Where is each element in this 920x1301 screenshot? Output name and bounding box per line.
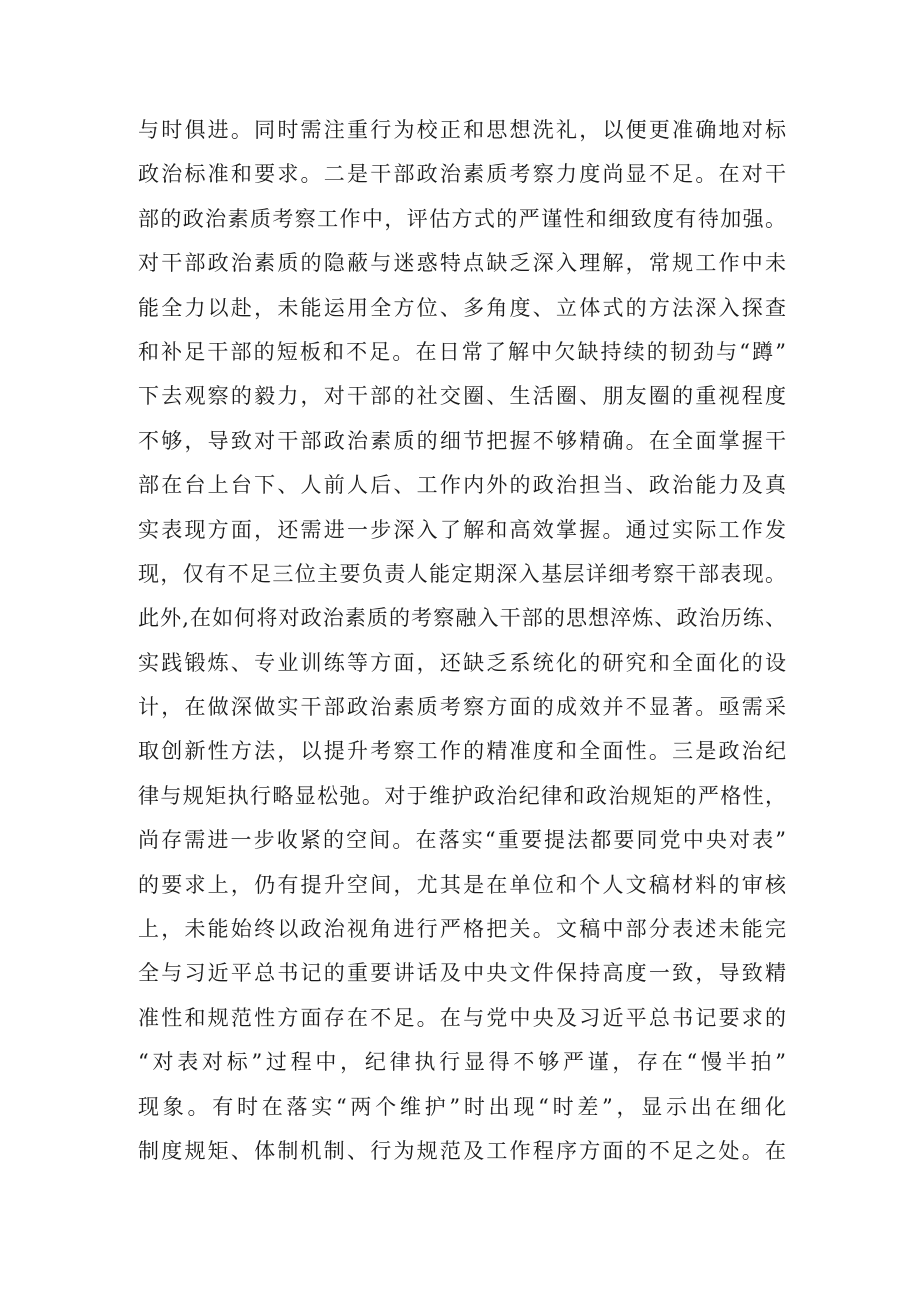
- text-line: 此外,在如何将对政治素质的考察融入干部的思想淬炼、政治历练、: [138, 606, 786, 631]
- text-line: 能全力以赴，未能运用全方位、多角度、立体式的方法深入探查: [138, 295, 786, 320]
- text-line: 部在台上台下、人前人后、工作内外的政治担当、政治能力及真: [138, 473, 786, 498]
- text-line: 律与规矩执行略显松弛。对于维护政治纪律和政治规矩的严格性，: [138, 783, 786, 808]
- text-line: 上，未能始终以政治视角进行严格把关。文稿中部分表述未能完: [138, 917, 786, 942]
- text-line: 全与习近平总书记的重要讲话及中央文件保持高度一致，导致精: [138, 961, 786, 986]
- text-line: 准性和规范性方面存在不足。在与党中央及习近平总书记要求的: [138, 1005, 786, 1030]
- text-line: 实践锻炼、专业训练等方面，还缺乏系统化的研究和全面化的设: [138, 650, 786, 675]
- text-line: 部的政治素质考察工作中，评估方式的严谨性和细致度有待加强。: [138, 206, 786, 231]
- text-line: 尚存需进一步收紧的空间。在落实“重要提法都要同党中央对表”: [138, 828, 786, 853]
- text-line: 现，仅有不足三位主要负责人能定期深入基层详细考察干部表现。: [138, 561, 786, 586]
- text-line: 对干部政治素质的隐蔽与迷惑特点缺乏深入理解，常规工作中未: [138, 251, 786, 276]
- text-line: 取创新性方法，以提升考察工作的精准度和全面性。三是政治纪: [138, 739, 786, 764]
- text-line: 不够，导致对干部政治素质的细节把握不够精确。在全面掌握干: [138, 428, 786, 453]
- text-line: 和补足干部的短板和不足。在日常了解中欠缺持续的韧劲与“蹲”: [138, 339, 786, 364]
- text-line: 现象。有时在落实“两个维护”时出现“时差”，显示出在细化: [138, 1094, 786, 1119]
- text-line: 制度规矩、体制机制、行为规范及工作程序方面的不足之处。在: [138, 1138, 786, 1163]
- text-line: 与时俱进。同时需注重行为校正和思想洗礼，以便更准确地对标: [138, 118, 786, 142]
- text-line: “对表对标”过程中，纪律执行显得不够严谨，存在“慢半拍”: [138, 1050, 786, 1075]
- text-line: 实表现方面，还需进一步深入了解和高效掌握。通过实际工作发: [138, 517, 786, 542]
- body-text: [138, 108, 786, 1173]
- text-line: 政治标准和要求。二是干部政治素质考察力度尚显不足。在对干: [138, 162, 786, 187]
- text-line: 计，在做深做实干部政治素质考察方面的成效并不显著。亟需采: [138, 695, 786, 720]
- text-line: 的要求上，仍有提升空间，尤其是在单位和个人文稿材料的审核: [138, 872, 786, 897]
- text-line: 下去观察的毅力，对干部的社交圈、生活圈、朋友圈的重视程度: [138, 384, 786, 409]
